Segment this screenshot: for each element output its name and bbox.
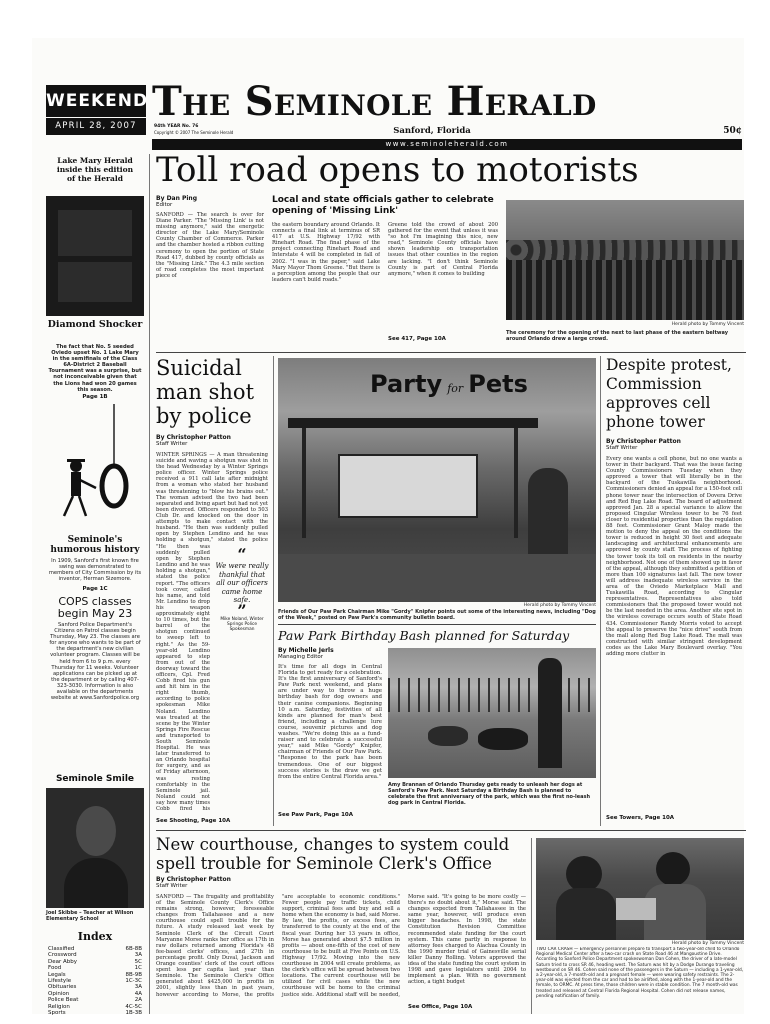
open-quote-icon: “: [237, 545, 247, 564]
banner-party: Party: [370, 370, 443, 398]
lead-role: Editor: [156, 202, 173, 208]
suicidal-headline[interactable]: Suicidal man shot by police: [156, 356, 255, 428]
suicidal-text-bottom: [156, 544, 210, 812]
lead-photo: [506, 200, 744, 320]
paw-park-text: It's time for all dogs in Central Florida to get ready for a celebration. It's the first anniversary of Sanford's Paw Park next weekend, and plans are under way to throw a huge birthday bash for dog owners and their canine companions. Beginning 10 a.m. Saturday, festivities of all kinds are planned for man's best friend, including a challenge lure course, souvenir pictures and dog washes. "We're doing this as a fund-raiser and to celebrate a successful year," said Mike "Gordy" Knipfer, chairman of Friends of Our Paw Park. "Response to the park has been tremendous. One of our biggest success stories is the draw we get from the entire Central Florida area.": [278, 664, 382, 780]
pull-quote-attribution: Mike Noland, Winter Springs Police Spokesman: [220, 616, 264, 632]
lead-headline[interactable]: Toll road opens to motorists: [156, 150, 639, 190]
close-quote-icon: ”: [237, 600, 247, 620]
index-item[interactable]: Sports 1B-3B: [48, 1010, 142, 1017]
humorous-history-text: In 1909, Sanford's first known fire swing was demonstrated to members of City Commission by its inventor, Herman Sizemore.: [48, 558, 142, 583]
index-item[interactable]: Police Beat 2A: [48, 997, 142, 1004]
suicidal-byline: By Christopher Patton: [156, 434, 231, 441]
index-item[interactable]: Dear Abby 5C: [48, 958, 142, 965]
party-for-pets-banner: [370, 368, 528, 400]
suicidal-role: Staff Writer: [156, 441, 188, 447]
newspaper-page: [32, 38, 744, 1017]
index-item[interactable]: Opinion 4A: [48, 990, 142, 997]
cops-classes-title: COPS classes begin May 23: [57, 595, 133, 620]
pets-divider: [600, 356, 601, 826]
volume-info: 94th YEAR No. 76: [154, 124, 199, 129]
fire-swing-cartoon: [54, 404, 138, 534]
humorous-history-title: Seminole's humorous history: [50, 535, 140, 555]
suicidal-text-continued: "He then was suddenly pulled open by Stephen Lendino and he was holding a shotgun," stated the police report. "The officers took cover, called his name, and told Mr. Lendino to drop his weapon approximately eight to 10 times, but the barrel of the shotgun continued to sweep left to right." As the 59-year-old Lendino appeared to step from out of the doorway toward the officers, Cpl. Fred Cobb fired his gun and hit him in the right thumb, according to police spokesman Mike Noland. Lendino was treated at the scene by the Winter Springs Fire Rescue and transported to South Seminole Hospital. He was later transferred to an Orlando hospital for surgery, and as of Friday afternoon, was resting comfortably in the Seminole jail. Noland could not say how many times Cobb fired his: [156, 544, 210, 812]
car-crash-caption: TWO CAR CRASH — Emergency personnel prepare to transport a two-year-old child to Orlando Regional Medical Center after a two-car crash on State Road 46 at Mangoustine Drive. According to Sanford Police Department spokeswoman Dan Cohen, the driver of a late-model Saturn tried to cross SR 46, heading west. The Saturn was hit by a Dodge Durango traveling westbound on SR 46. Cohen said none of the passengers in the Saturn — including a 1-year-old, a 2-year-old, a 7-month-old and a pregnant female — were wearing safety restraints. The 2-year-old was ejected from the car and had to be airlifted, along with the 1-year-old and the female, to ORMC. At press time, those children were in stable condition. The 7 month-old was treated and released at Central Florida Regional Hospital. Cohen did not release names, pending notification of family.: [536, 947, 744, 999]
lead-subhead: Local and state officials gather to celebrate opening of 'Missing Link': [272, 195, 494, 216]
lake-mary-herald-promo[interactable]: Lake Mary Herald inside this edition of the Herald: [56, 156, 134, 183]
paw-park-photo: [388, 648, 596, 778]
clerk-text: SANFORD — The frugality and profitability of the Seminole County Clerk's Office remains strong, however, foreseeable changes from Tallahassee and a new courthouse could spell trouble for the future. A study released last week by Seminole Clerk of the Circuit Court Maryanne Morse ranks her office as 17th in raw dollars returned among Florida's 48 fee-based clerks' offices, and 27th in percentage profit. Only Duval, Jackson and Orange counties' clerk of the court offices spent less per capita last year than Seminole. The Seminole Clerk's Office generated about $425,000 in profits in 2001, slightly less than in past years, however according to Morse, the profits "are acceptable to economic conditions." Fewer people pay traffic tickets, child support, criminal fees and buy and sell a home when the economy is bad, said Morse. By law, the profits, or excess fees, are transferred to the county at the end of the fiscal year. During her 13 years in office, Morse has generated about $7.5 million in profits — about one-fifth of the cost of new courthouse to be built at Five Points on U.S. Highway 17/92. Moving into the new courthouse in 2004 will create problems, as the clerk's office will be spread between two locations. The current courthouse will be utilized for civil cases while the new courthouse will be home to the criminal justice side. Additional staff will be needed, Morse said. "It's going to be more costly — there's no doubt about it," Morse said. The changes expected from Tallahassee in the same year, however, will produce even bigger headaches. In 1998, the state Constitution Revision Committee recommended state funding for the court system. This came partly in response to attorney fees charged to Alachua County in the 1990 murder trial of Gainesville serial killer Danny Rolling. Voters approved the idea of the state funding the court system in 1998 and gave legislators until 2004 to implement a plan. With no government action, a tight budget: [156, 894, 526, 998]
issue-date: APRIL 28, 2007: [46, 118, 146, 135]
car-crash-photo: [536, 838, 744, 940]
index-item[interactable]: Legals 8B-9B: [48, 971, 142, 978]
suicidal-text: WINTER SPRINGS — A man threatening suicide and waving a shotgun was shot in the head Wednesday by a Winter Springs police officer. Winter Springs police received a 911 call late after midnight from a woman who stated her husband was threatening to "blow his brains out." The woman advised the two had been separated and living apart but had not yet been divorced. Officers responded to 503 Club Dr. and knocked on the door in attempts to make contact with the husband. "He then was suddenly pulled open by Stephen Lendino and he was holding a shotgun," stated the police: [156, 452, 268, 542]
paw-park-jump[interactable]: See Paw Park, Page 10A: [278, 812, 353, 818]
website-bar: www.seminoleherald.com: [152, 139, 742, 150]
pets-caption-rule: [278, 624, 596, 625]
cell-tower-jump[interactable]: See Towers, Page 10A: [606, 815, 675, 821]
pull-quote: [214, 545, 270, 638]
index-item[interactable]: Obituaries 3A: [48, 984, 142, 991]
paw-park-byline: By Michelle Jerls: [278, 647, 334, 654]
cell-tower-byline: By Christopher Patton: [606, 438, 681, 445]
banner-for: for: [447, 382, 464, 395]
clerk-jump[interactable]: See Office, Page 10A: [408, 1004, 476, 1010]
clerk-divider: [531, 838, 532, 1014]
lake-mary-herald-thumbnail[interactable]: [46, 196, 144, 316]
index-list: [48, 946, 142, 1016]
diamond-shocker-page: Page 1B: [82, 394, 108, 400]
index-item[interactable]: Lifestyle 1C-3C: [48, 978, 142, 985]
index-item[interactable]: Religion 4C-5C: [48, 1003, 142, 1010]
seminole-smile-caption: Joel Skibbe – Teacher at Wilson Elementary School: [46, 910, 134, 922]
pets-photo-caption: Friends of Our Paw Park Chairman Mike "Gordy" Knipfer points out some of the interesting news, including "Dog of the Week," posted on Paw Park's community bulletin board.: [278, 609, 596, 621]
paw-park-headline[interactable]: Paw Park Birthday Bash planned for Saturday: [278, 628, 570, 643]
humorous-history-page: Page 1C: [82, 586, 108, 592]
lead-photo-caption: The ceremony for the opening of the next to last phase of the eastern beltway around Orlando drew a large crowd.: [506, 330, 728, 342]
paper-name: The Seminole Herald: [152, 78, 597, 125]
pets-photo-credit: Herald photo by Tommy Vincent: [523, 603, 596, 608]
suicidal-jump[interactable]: See Shooting, Page 10A: [156, 818, 231, 824]
lead-byline: By Dan Ping: [156, 195, 197, 202]
suicidal-divider: [273, 356, 274, 826]
lead-photo-credit: Herald photo by Tommy Vincent: [671, 322, 744, 327]
cops-classes-text: Sanford Police Department's Citizens on Patrol classes begin Thursday, May 23. The classes are for anyone who wants to be part of the department's new civilian volunteer program. Classes will be held from 6 to 9 p.m. every Thursday for 11 weeks. Volunteer applications can be picked up at the department or by calling 407-323-3030. Information is also available on the departments website at www.Sanfordpolice.org: [49, 622, 141, 702]
lead-jump[interactable]: See 417, Page 10A: [388, 336, 446, 342]
dateline-location: Sanford, Florida: [393, 126, 471, 136]
sidebar-divider: [149, 154, 150, 1014]
clerk-headline[interactable]: New courthouse, changes to system could spell trouble for Seminole Clerk's Office: [156, 835, 510, 873]
suicidal-text-top: [156, 452, 268, 542]
clerk-byline: By Christopher Patton: [156, 876, 231, 883]
lead-text-col3: Greene told the crowd of about 200 gathered for the event that unless it was "so hot I'm imagining this nice, new road," Seminole County officials have shown leadership on transportation issues that other counties in the region are lacking. "I don't think Seminole County is part of Central Florida anymore," when it comes to building: [388, 222, 498, 277]
weekend-label: WEEKEND: [46, 85, 146, 117]
index-title: Index: [77, 930, 113, 943]
seminole-smile-photo: [46, 788, 144, 908]
middle-bottom-rule: [156, 830, 746, 831]
paw-park-role: Managing Editor: [278, 654, 323, 660]
car-crash-photo-credit: Herald photo by Tommy Vincent: [671, 941, 744, 946]
diamond-shocker-title: Diamond Shocker: [47, 319, 143, 330]
cell-tower-role: Staff Writer: [606, 445, 638, 451]
copyright: Copyright © 2007 The Seminole Herald: [154, 130, 234, 135]
lead-text-col2: the eastern boundary around Orlando. It connects a final link at terminus of SR 417 at U.S. Highway 17/92 with Rinehart Road. The final phase of the project connecting Rinehart Road and Interstate 4 will be completed in fall of 2002. "I was in the paper," said Lake Mary Mayor Thom Greene. "But there is a perception among the people that our leaders can't build roads.": [272, 222, 380, 283]
index-item[interactable]: Food 1C: [48, 965, 142, 972]
cell-tower-headline[interactable]: Despite protest, Commission approves cell phone tower: [606, 356, 732, 431]
index-item[interactable]: Crossword 3A: [48, 952, 142, 959]
pull-quote-text: We were really thankful that all our officers came home safe.: [215, 562, 269, 604]
index-item[interactable]: Classified 6B-8B: [48, 946, 142, 952]
clerk-role: Staff Writer: [156, 883, 188, 889]
price: 50¢: [723, 126, 742, 136]
lead-bottom-rule: [156, 352, 746, 353]
banner-pets: Pets: [468, 370, 528, 398]
seminole-smile-title: Seminole Smile: [55, 774, 135, 784]
diamond-shocker-text: The fact that No. 5 seeded Oviedo upset No. 1 Lake Mary in the semifinals of the Class 6A-District 2 Baseball Tournament was a surprise, but not inconceivable given that the Lions had won 20 games this season.: [48, 344, 142, 393]
cell-tower-text: Every one wants a cell phone, but no one wants a tower in their backyard. That was the issue facing County Commissioners Tuesday when they approved a tower that will literally be in the backyard of the Tuskawilla neighborhood. Commissioners denied an appeal for a 150-foot cell phone tower near the intersection of Dovera Drive and Red Bug Lake Road. The board of adjustment approved Jan. 28 a special variance to allow the proposed Cingular Wireless tower to be 76 feet closer to residential properties than the regulation 88 feet. Commissioner Grant Maloy made the motion to deny the appeal on the conditions the tower is reduced in height 30 feet and adequate landscaping and architectural enhancements are approved by county staff. The process of fighting the tower took its toll on residents in the nearby neighborhood. Not one of them showed up in favor of the appeal, although they submitted a petition of more than 100 signatures last fall. The new tower will address inadequate wireless service in the area of the Oviedo Marketplace Mall and Tuskawilla Road, according to Cingular representatives. Representatives also told commissioners that the proposed tower would not be the last needed in the area. Another site spot in the wireless coverage occurs south of State Road 434. Commissioner Randy Morris voted to accept the appeal to preserve the "nice drive" south from the mall along Red Bug Lake Road. The mall was constructed with similar stringent development codes as the Lake Mary Boulevard overlay. "You adding more clutter in: [606, 456, 742, 657]
lead-text-col1: SANFORD — The search is over for Diane Parker. "The 'Missing Link' is not missing anymore," said the energetic director of the Lake Mary/Seminole County Chamber of Commerce. Parker and the chamber hosted a ribbon cutting ceremony to open the portion of State Road 417, dubbed by county officials as the "Missing Link." The 4.3 mile section of road completes the most important piece of: [156, 212, 264, 279]
paw-park-photo-caption: Amy Brannan of Orlando Thursday gets ready to unleash her dogs at Sanford's Paw Park. Next Saturday a Birthday Bash is planned to celebrate the first anniversary of the park, which was the first no-leash dog park in Central Florida.: [388, 782, 591, 806]
